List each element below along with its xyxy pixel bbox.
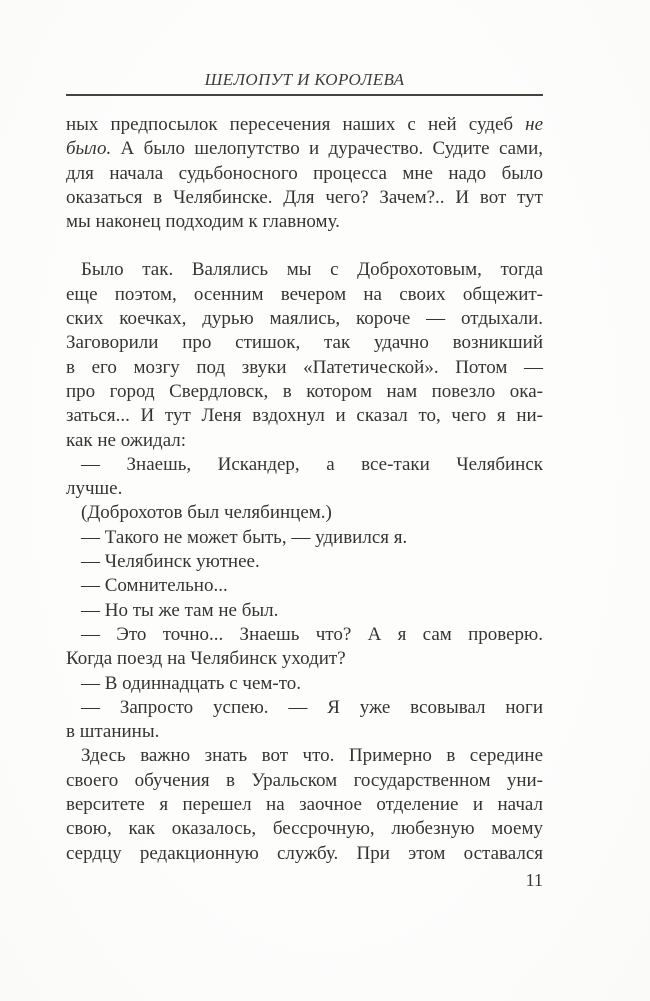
text-line: было. А было шелопутство и дурачество. Судите сами,	[66, 138, 543, 160]
text-line: в его мозгу под звуки «Патетической». Потом —	[66, 356, 543, 378]
paragraph	[66, 526, 543, 550]
paragraph	[66, 113, 543, 234]
running-head: ШЕЛОПУТ И КОРОЛЕВА	[204, 70, 405, 89]
paragraph	[66, 672, 543, 696]
text-line: Когда поезд на Челябинск уходит?	[66, 648, 346, 670]
text-line: (Доброхотов был челябинцем.)	[81, 502, 332, 524]
header-divider	[66, 94, 543, 96]
text-line: — Это точно... Знаешь что? А я сам проверю.	[81, 623, 543, 645]
text-line: — Но ты же там не был.	[81, 599, 279, 621]
text-line: как не ожидал:	[66, 429, 187, 451]
text-line: про город Свердловск, в котором нам повезло ока-	[66, 380, 543, 402]
paragraph	[66, 258, 543, 452]
paragraph	[66, 550, 543, 574]
text-line: — Знаешь, Искандер, а все-таки Челябинск	[81, 453, 543, 475]
text-line: — Такого не может быть, — удивился я.	[81, 526, 408, 548]
text-line: Заговорили про стишок, так удачно возникший	[66, 332, 543, 354]
paragraph	[66, 453, 543, 502]
text-line: лучше.	[66, 478, 123, 500]
paragraph	[66, 501, 543, 525]
text-line: ских коечках, дурью маялись, короче — отдыхали.	[66, 308, 543, 330]
text-line: — Сомнительно...	[81, 575, 228, 597]
page-number: 11	[525, 870, 543, 890]
text-line: свою, как оказалось, бессрочную, любезную моему	[66, 818, 543, 840]
text-line: сердцу редакционную службу. При этом оставался	[66, 842, 543, 864]
text-line: — Запросто успею. — Я уже всовывал ноги	[81, 696, 543, 718]
paragraph	[66, 574, 543, 598]
text-line: еще поэтом, осенним вечером на своих общежит-	[66, 283, 543, 305]
text-line: Здесь важно знать вот что. Примерно в середине	[81, 745, 543, 767]
body-text	[66, 113, 543, 866]
text-line: в штанины.	[66, 721, 160, 743]
text-line: верситете я перешел на заочное отделение и начал	[66, 794, 543, 816]
paragraph	[66, 599, 543, 623]
text-line: Было так. Валялись мы с Доброхотовым, тогда	[81, 259, 543, 281]
paragraph	[66, 744, 543, 865]
text-line: своего обучения в Уральском государственном уни-	[66, 769, 543, 791]
paragraph	[66, 696, 543, 745]
text-line: — В одиннадцать с чем-то.	[81, 672, 302, 694]
text-line: мы наконец подходим к главному.	[66, 211, 340, 233]
text-line: заться... И тут Леня вздохнул и сказал то, чего я ни-	[66, 405, 543, 427]
text-line: оказаться в Челябинске. Для чего? Зачем?.. И вот тут	[66, 186, 543, 208]
text-line: ных предпосылок пересечения наших с ней судеб не	[66, 114, 543, 135]
text-line: для начала судьбоносного процесса мне надо было	[66, 162, 543, 184]
paragraph	[66, 623, 543, 672]
text-line: — Челябинск уютнее.	[81, 551, 260, 573]
